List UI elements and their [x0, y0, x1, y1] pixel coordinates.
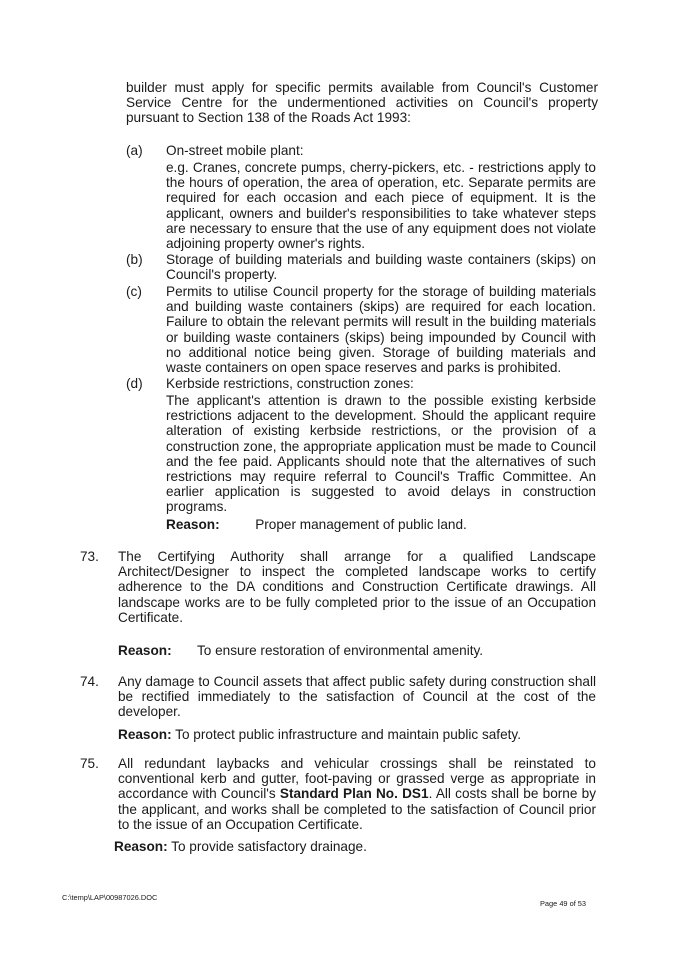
- sub-item-label-c: (c): [126, 284, 142, 299]
- sub-item-label-d: (d): [126, 376, 143, 391]
- sub-item-text-a: e.g. Cranes, concrete pumps, cherry-pickers, etc. - restrictions apply to the hours of operation, the area of operation, etc. Separate permits are required for each occasion and each piece of equipment. It is the applicant, owners and builder's responsibilities to take whatever steps are necessary to ensure that the use of any equipment does not violate adjoining property owner's rights.: [166, 160, 596, 252]
- condition-number-73: 73.: [80, 549, 99, 564]
- sub-item-heading-d: Kerbside restrictions, construction zones:: [166, 376, 414, 391]
- reason-74: [118, 727, 521, 742]
- sub-item-text-c: Permits to utilise Council property for the storage of building materials and building waste containers (skips) are required for each location. Failure to obtain the relevant permits will result in the building materials or building waste containers (skips) being impounded by Council with no additional notice being given. Storage of building materials and waste containers on open space reserves and parks is prohibited.: [166, 284, 596, 376]
- standard-plan-reference: Standard Plan No. DS1: [279, 786, 429, 802]
- sub-item-text-d: The applicant's attention is drawn to the possible existing kerbside restrictions adjacent to the development. Should the applicant require alteration of existing kerbside restrictions, or the provision of a construction zone, the appropriate application must be made to Council and the fee paid. Applicants should note that the alternatives of such restrictions may require referral to Council's Traffic Committee. An earlier application is suggested to avoid delays in construction programs.: [166, 393, 596, 515]
- reason-label: Reason:: [166, 517, 220, 532]
- condition-text-74: Any damage to Council assets that affect public safety during construction shall be rectified immediately to the satisfaction of Council at the cost of the developer.: [118, 674, 596, 720]
- condition-text-75: [118, 756, 596, 832]
- condition-text-75-part2: . All costs shall be borne by the applicant, and works shall be completed to the satisfaction of Council prior to the issue of an Occupation Certificate.: [118, 786, 597, 832]
- reason-73: [118, 643, 483, 658]
- reason-label: Reason:: [114, 839, 168, 854]
- reason-75: [114, 839, 367, 854]
- sub-item-label-a: (a): [126, 143, 143, 158]
- sub-item-text-b: Storage of building materials and building waste containers (skips) on Council's property.: [166, 252, 596, 283]
- reason-text: To provide satisfactory drainage.: [171, 839, 367, 854]
- sub-item-label-b: (b): [126, 252, 143, 267]
- condition-number-74: 74.: [80, 674, 99, 689]
- reason-text: Proper management of public land.: [255, 517, 467, 532]
- footer-page-number: Page 49 of 53: [540, 899, 587, 908]
- reason-72: [166, 517, 467, 532]
- condition-number-75: 75.: [80, 756, 99, 771]
- reason-text: To protect public infrastructure and maintain public safety.: [175, 727, 521, 742]
- reason-label: Reason:: [118, 643, 172, 658]
- footer-file-path: C:\temp\LAP\00987026.DOC: [62, 893, 158, 902]
- condition-text-73: The Certifying Authority shall arrange for a qualified Landscape Architect/Designer to inspect the completed landscape works to certify adherence to the DA conditions and Construction Certificate drawings. All landscape works are to be fully completed prior to the issue of an Occupation Certificate.: [118, 549, 596, 625]
- sub-item-heading-a: On-street mobile plant:: [166, 143, 304, 158]
- condition-text-75-part1: All redundant laybacks and vehicular crossings shall be reinstated to conventional kerb and gutter, foot-paving or grassed verge as appropriate in accordance with Council's: [118, 756, 596, 802]
- reason-text: To ensure restoration of environmental amenity.: [196, 643, 484, 658]
- intro-paragraph: builder must apply for specific permits available from Council's Customer Service Centre for the undermentioned activities on Council's property pursuant to Section 138 of the Roads Act 1993:: [126, 80, 598, 126]
- reason-label: Reason:: [118, 727, 172, 742]
